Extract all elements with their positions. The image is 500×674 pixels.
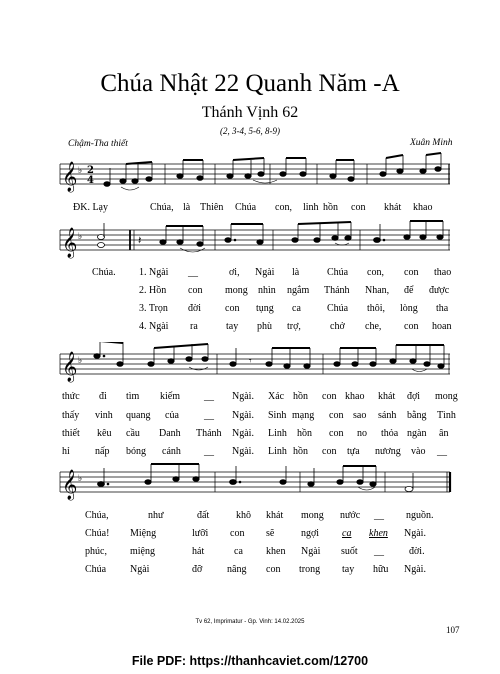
lyric-syllable: khô — [236, 510, 251, 521]
lyric-syllable: Thiên — [200, 202, 224, 213]
song-title: Chúa Nhật 22 Quanh Năm -A — [100, 70, 400, 97]
lyric-syllable: quang — [126, 410, 151, 421]
lyric-syllable: ca — [292, 303, 301, 314]
lyric-syllable: tay — [226, 321, 239, 332]
lyric-syllable: con, — [367, 267, 384, 278]
lyric-syllable: __ — [204, 410, 214, 421]
lyric-syllable: trợ, — [287, 321, 301, 332]
lyric-syllable: Chúa — [85, 564, 107, 575]
lyric-syllable: con — [322, 446, 337, 457]
lyric-syllable: Chúa! — [85, 528, 110, 539]
lyric-syllable: Ngài. — [232, 446, 254, 457]
lyric-syllable: 1. Ngài — [139, 267, 169, 278]
lyric-syllable: phúc, — [85, 546, 107, 557]
lyric-syllable: Linh — [268, 446, 287, 457]
lyric-syllable: vào — [411, 446, 426, 457]
lyric-syllable: phù — [257, 321, 272, 332]
lyric-syllable: ngàn — [407, 428, 427, 439]
lyric-syllable: nhìn — [258, 285, 276, 296]
lyric-syllable: cánh — [162, 446, 181, 457]
lyric-syllable: con — [351, 202, 366, 213]
lyric-syllable: khen — [266, 546, 286, 557]
lyric-syllable: chở — [330, 321, 345, 332]
lyric-syllable: đợi — [407, 391, 421, 402]
lyric-syllable: lòng — [400, 303, 418, 314]
lyric-syllable: tìm — [126, 391, 140, 402]
lyric-syllable: 2. Hồn — [139, 285, 167, 296]
lyric-syllable: khen — [369, 528, 388, 539]
lyric-syllable: con, — [275, 202, 292, 213]
lyric-syllable: trong — [299, 564, 321, 575]
lyric-syllable: con — [322, 391, 337, 402]
lyric-syllable: ca — [342, 528, 352, 539]
lyric-syllable: hồn — [297, 428, 312, 439]
lyric-syllable: lưỡi — [192, 528, 209, 539]
lyric-syllable: Chúa, — [85, 510, 109, 521]
lyric-syllable: Ngài. — [232, 428, 254, 439]
treble-clef-icon: 𝄞 — [62, 470, 78, 500]
lyric-syllable: __ — [188, 267, 198, 278]
lyric-syllable: bóng — [126, 446, 146, 457]
composer-name: Xuân Minh — [410, 138, 453, 148]
lyric-syllable: ngắm — [287, 285, 310, 296]
psalm-subtitle: Thánh Vịnh 62 — [201, 104, 299, 121]
music-staff-4 — [55, 460, 455, 502]
lyric-syllable: Chúa — [327, 303, 349, 314]
lyric-syllable: như — [148, 510, 164, 521]
lyric-syllable: Miệng — [130, 528, 157, 539]
lyric-syllable: khao — [413, 202, 433, 213]
lyric-syllable: Chúa — [235, 202, 257, 213]
lyric-syllable: Ngài — [301, 546, 321, 557]
lyric-syllable: nguồn. — [406, 510, 434, 521]
lyric-syllable: thôi, — [367, 303, 386, 314]
lyric-syllable: Chúa, — [150, 202, 174, 213]
treble-clef-icon: 𝄞 — [62, 162, 78, 192]
lyric-syllable: 3. Trọn — [139, 303, 168, 314]
lyric-syllable: hỉ — [62, 446, 70, 457]
lyric-syllable: con — [329, 410, 344, 421]
lyric-syllable: là — [292, 267, 300, 278]
lyric-syllable: là — [183, 202, 191, 213]
music-staff-1 — [55, 150, 455, 202]
lyric-syllable: khát — [378, 391, 396, 402]
lyric-syllable: được — [429, 285, 450, 296]
lyric-syllable: Tình — [437, 410, 456, 421]
lyric-syllable: thỏa — [381, 428, 399, 439]
lyric-syllable: ĐK. Lạy — [73, 202, 108, 213]
lyric-syllable: bằng — [407, 410, 427, 421]
page-number: 107 — [446, 625, 460, 635]
lyric-syllable: đi — [99, 391, 107, 402]
lyric-syllable: nương — [375, 446, 401, 457]
music-staff-2 — [55, 220, 455, 260]
lyric-syllable: linh — [303, 202, 319, 213]
verses-reference: (2, 3-4, 5-6, 8-9) — [220, 126, 280, 136]
lyric-syllable: Chúa — [327, 267, 349, 278]
lyric-syllable: Thánh — [324, 285, 350, 296]
svg-text:𝄾: 𝄾 — [249, 356, 252, 367]
lyric-syllable: con — [230, 528, 245, 539]
lyric-syllable: sẽ — [266, 528, 275, 539]
lyric-syllable: Ngài — [255, 267, 275, 278]
flat-key-icon: ♭ — [78, 355, 83, 365]
lyric-syllable: ra — [190, 321, 198, 332]
lyric-syllable: hát — [192, 546, 205, 557]
lyric-syllable: Ngài. — [404, 564, 426, 575]
lyric-syllable: 4. Ngài — [139, 321, 169, 332]
lyric-syllable: hồn — [293, 391, 308, 402]
lyric-syllable: thiết — [62, 428, 80, 439]
lyric-syllable: đỡ — [192, 564, 203, 575]
svg-text:𝄽: 𝄽 — [138, 235, 142, 247]
lyric-syllable: con — [329, 428, 344, 439]
lyric-syllable: sao — [353, 410, 367, 421]
lyric-syllable: Linh — [268, 428, 287, 439]
lyric-syllable: đất — [197, 510, 210, 521]
lyric-syllable: kiếm — [160, 391, 180, 402]
lyric-syllable: con — [404, 321, 419, 332]
lyric-syllable: con — [266, 564, 281, 575]
lyric-syllable: tựa — [347, 446, 360, 457]
svg-text:4: 4 — [87, 175, 94, 186]
lyric-syllable: Xác — [268, 391, 285, 402]
lyric-syllable: sánh — [378, 410, 397, 421]
lyric-syllable: khát — [266, 510, 284, 521]
lyric-syllable: Ngài. — [404, 528, 426, 539]
lyric-syllable: nước — [340, 510, 361, 521]
lyric-syllable: tụng — [256, 303, 274, 314]
lyric-syllable: ca — [234, 546, 243, 557]
lyric-syllable: miệng — [130, 546, 155, 557]
lyric-syllable: Danh — [159, 428, 181, 439]
lyric-syllable: __ — [204, 446, 214, 457]
lyric-syllable: Ngài — [130, 564, 150, 575]
imprimatur-note: Tv 62, Imprimatur - Gp. Vinh: 14.02.2025 — [195, 619, 305, 625]
lyric-syllable: vinh — [95, 410, 113, 421]
lyric-syllable: suốt — [341, 546, 358, 557]
lyric-syllable: tha — [436, 303, 449, 314]
lyric-syllable: nấp — [95, 446, 110, 457]
treble-clef-icon: 𝄞 — [62, 352, 78, 382]
lyric-syllable: che, — [365, 321, 382, 332]
tempo-marking: Chậm-Tha thiết — [68, 139, 128, 149]
lyric-syllable: mạng — [292, 410, 315, 421]
lyric-syllable: __ — [374, 510, 384, 521]
lyric-syllable: mong — [435, 391, 458, 402]
music-staff-3 — [55, 342, 455, 386]
lyric-syllable: cầu — [126, 428, 140, 439]
lyric-syllable: __ — [204, 391, 214, 402]
flat-key-icon: ♭ — [78, 473, 83, 483]
lyric-syllable: để — [404, 285, 414, 296]
lyric-syllable: của — [165, 410, 179, 421]
lyric-syllable: no — [357, 428, 367, 439]
lyric-syllable: nâng — [227, 564, 247, 575]
lyric-syllable: đời. — [409, 546, 425, 557]
lyric-syllable: hữu — [373, 564, 389, 575]
lyric-syllable: đời — [188, 303, 202, 314]
lyric-syllable: khao — [345, 391, 365, 402]
lyric-syllable: Thánh — [196, 428, 222, 439]
lyric-syllable: mong — [301, 510, 324, 521]
lyric-syllable: con — [404, 267, 419, 278]
lyric-syllable: thấy — [62, 410, 80, 421]
lyric-syllable: hồn — [293, 446, 308, 457]
treble-clef-icon: 𝄞 — [62, 228, 78, 258]
lyric-syllable: ân — [439, 428, 449, 439]
lyric-syllable: khát — [384, 202, 402, 213]
lyric-syllable: Sinh — [268, 410, 287, 421]
lyric-syllable: hoan — [432, 321, 452, 332]
lyric-syllable: Nhan, — [365, 285, 390, 296]
lyric-syllable: Chúa. — [92, 267, 116, 278]
lyric-syllable: hồn — [323, 202, 338, 213]
lyric-syllable: mong — [225, 285, 248, 296]
lyric-syllable: con — [188, 285, 203, 296]
lyric-syllable: Ngài. — [232, 410, 254, 421]
lyric-syllable: tay — [342, 564, 355, 575]
lyric-syllable: __ — [437, 446, 447, 457]
lyric-syllable: ơi, — [229, 267, 240, 278]
pdf-link-footer[interactable]: File PDF: https://thanhcaviet.com/12700 — [131, 654, 369, 668]
svg-text:2: 2 — [87, 165, 94, 176]
lyric-syllable: con — [225, 303, 240, 314]
lyric-syllable: thao — [434, 267, 452, 278]
lyric-syllable: Ngài. — [232, 391, 254, 402]
flat-key-icon: ♭ — [78, 231, 83, 241]
lyric-syllable: kêu — [97, 428, 112, 439]
flat-key-icon: ♭ — [78, 165, 83, 175]
lyric-syllable: thức — [62, 391, 80, 402]
lyric-syllable: __ — [374, 546, 384, 557]
lyric-syllable: ngợi — [301, 528, 320, 539]
